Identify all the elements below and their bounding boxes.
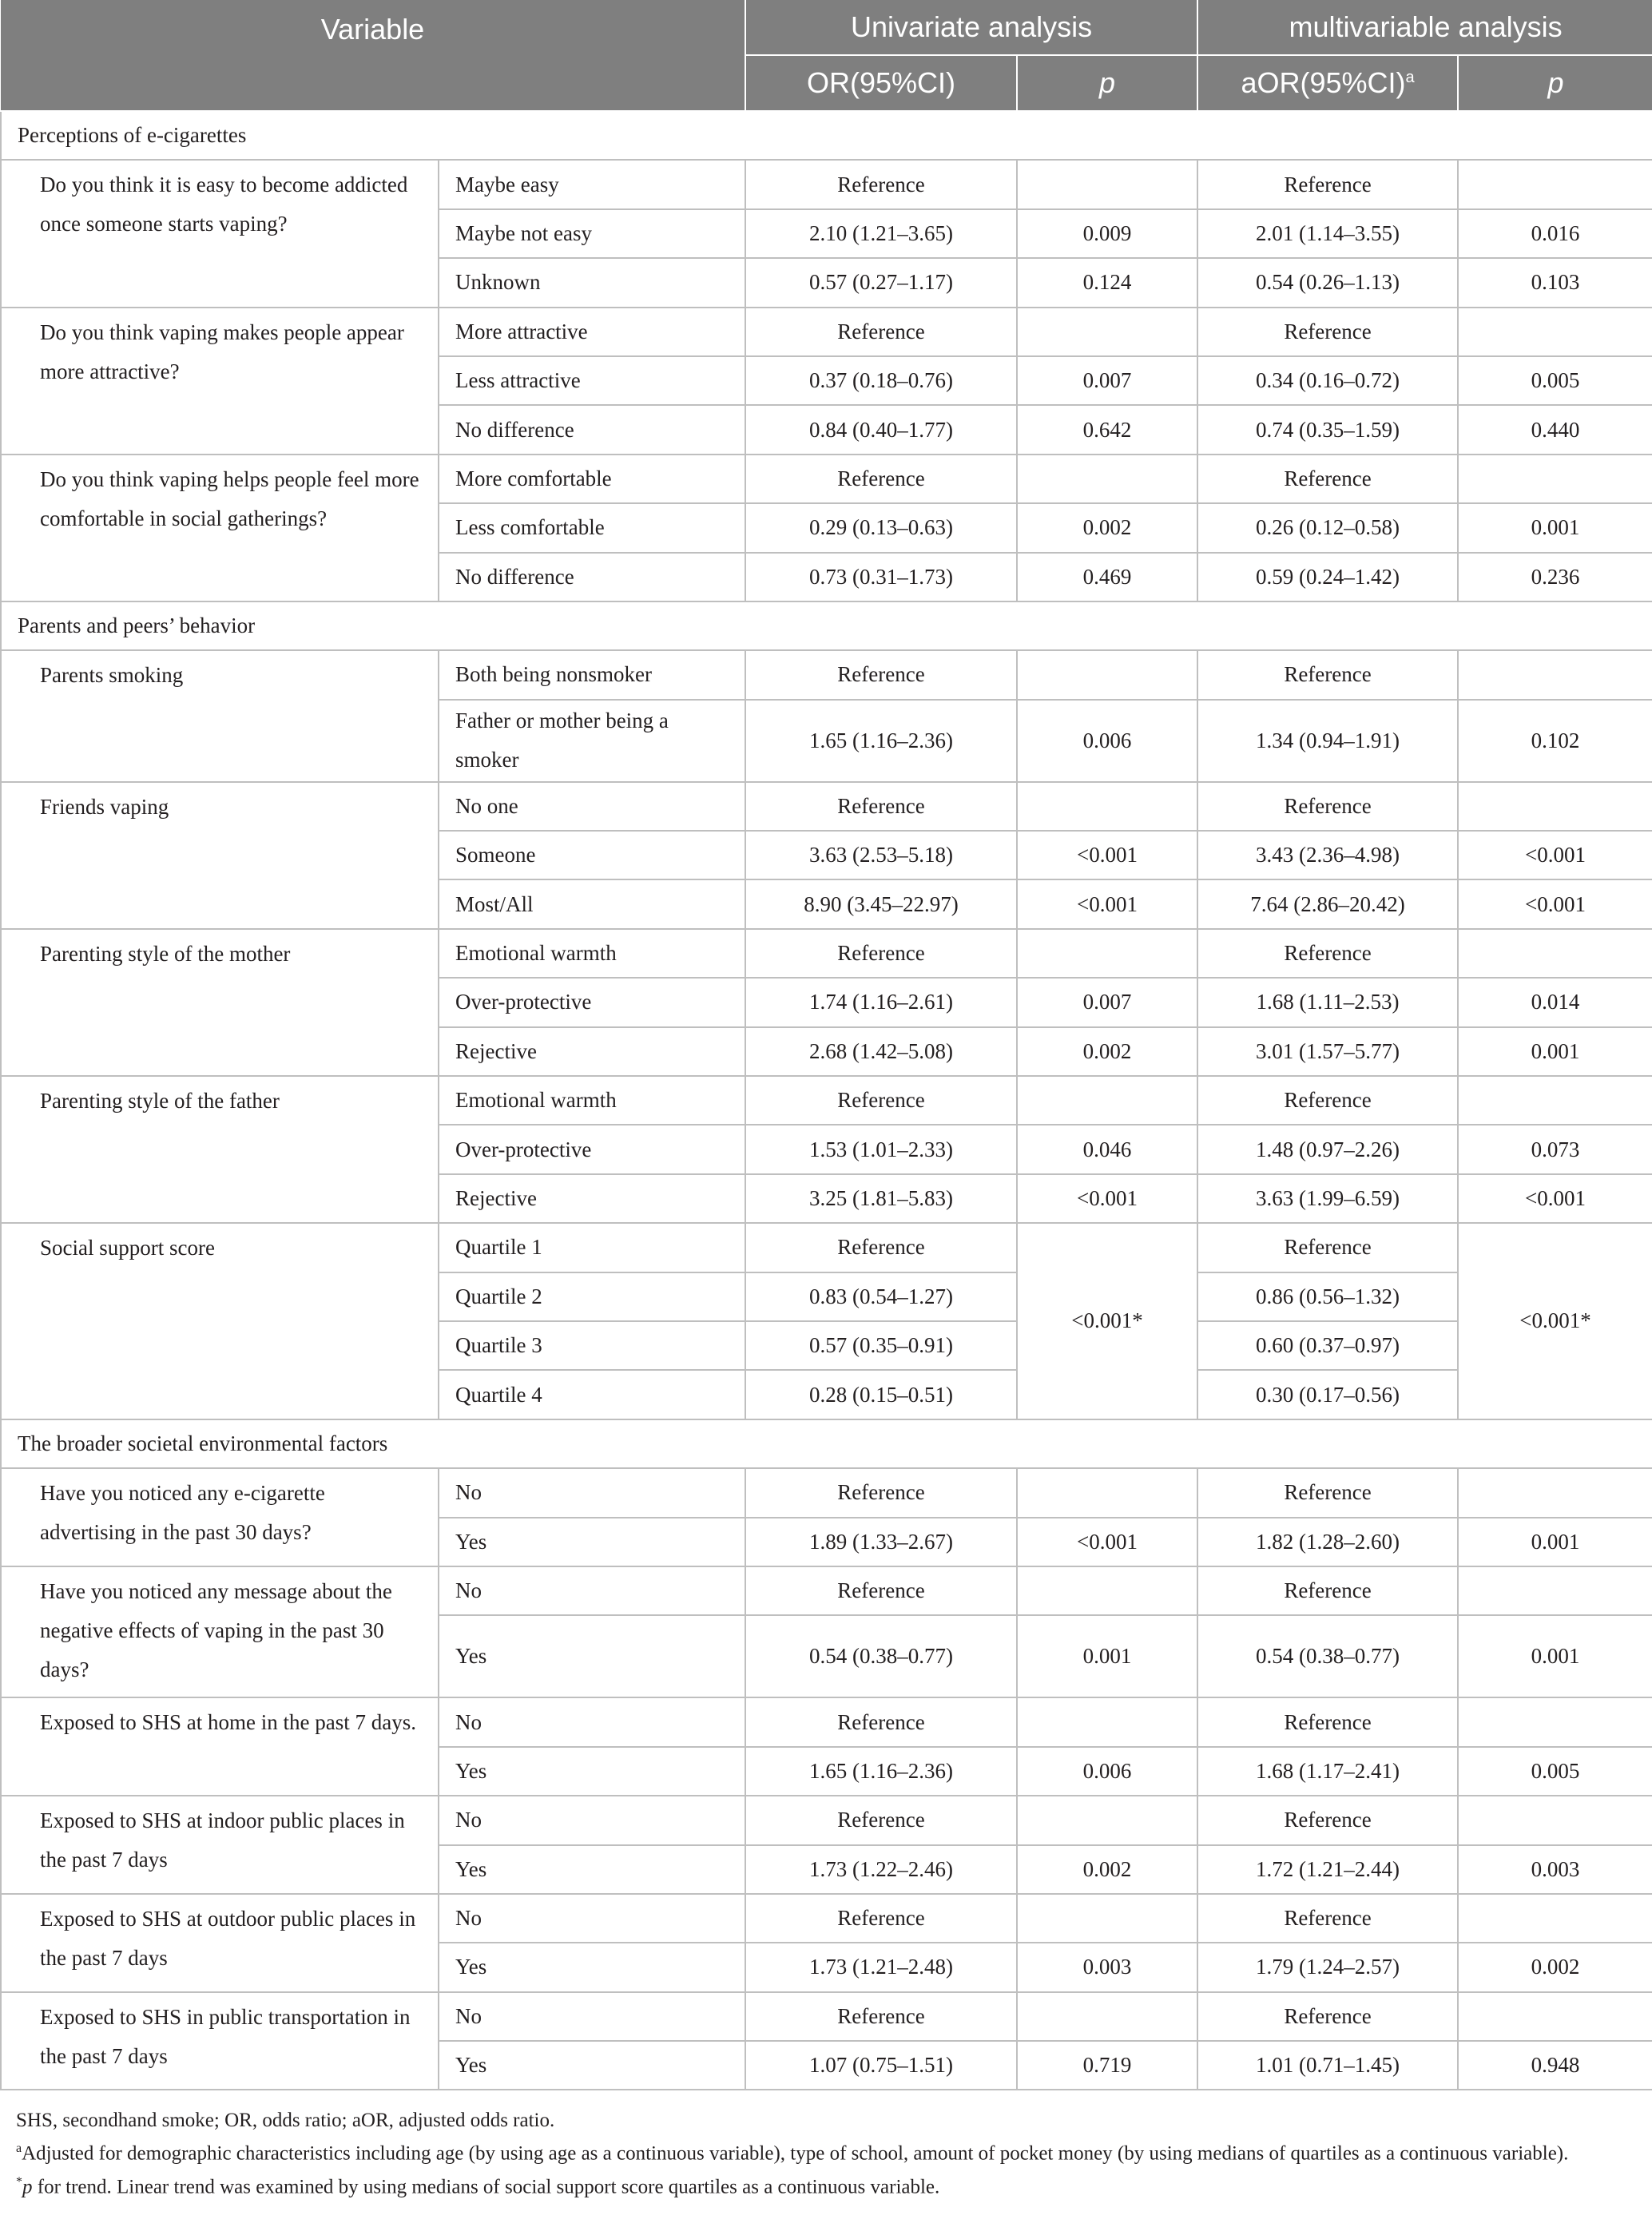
aor-cell: 0.54 (0.38–0.77) (1197, 1615, 1458, 1697)
header-aor-sup: a (1405, 69, 1415, 86)
aor-cell: Reference (1197, 650, 1458, 699)
or-cell: Reference (745, 1468, 1017, 1517)
table-row (1, 1076, 1652, 1125)
or-cell: 0.28 (0.15–0.51) (745, 1370, 1017, 1419)
table-row (1, 1223, 1652, 1272)
table-row (1, 782, 1652, 831)
or-cell: Reference (745, 1894, 1017, 1943)
aor-cell: Reference (1197, 782, 1458, 831)
category-cell: Yes (439, 1518, 745, 1566)
aor-cell: 1.68 (1.17–2.41) (1197, 1747, 1458, 1796)
category-cell: Maybe easy (439, 160, 745, 208)
or-cell: Reference (745, 455, 1017, 503)
or-cell: 2.68 (1.42–5.08) (745, 1027, 1017, 1076)
ap-cell: 0.001 (1458, 1027, 1652, 1076)
ap-cell (1458, 1796, 1652, 1844)
p-cell: 0.002 (1017, 1845, 1197, 1894)
or-cell: Reference (745, 1223, 1017, 1272)
or-cell: 1.73 (1.22–2.46) (745, 1845, 1017, 1894)
or-cell: 1.07 (0.75–1.51) (745, 2041, 1017, 2090)
aor-cell: 2.01 (1.14–3.55) (1197, 209, 1458, 258)
p-cell (1017, 1076, 1197, 1125)
ap-cell: <0.001 (1458, 1174, 1652, 1223)
ap-cell: 0.001 (1458, 1518, 1652, 1566)
or-cell: 0.37 (0.18–0.76) (745, 356, 1017, 405)
table-row (1, 160, 1652, 208)
category-cell: More attractive (439, 308, 745, 356)
p-cell (1017, 929, 1197, 978)
p-cell (1017, 650, 1197, 699)
category-cell: Quartile 4 (439, 1370, 745, 1419)
aor-cell: Reference (1197, 1697, 1458, 1746)
or-cell: 0.57 (0.35–0.91) (745, 1321, 1017, 1370)
aor-cell: 1.68 (1.11–2.53) (1197, 978, 1458, 1026)
or-cell: Reference (745, 308, 1017, 356)
category-cell: Someone (439, 831, 745, 879)
p-cell: 0.003 (1017, 1943, 1197, 1991)
aor-cell: 0.26 (0.12–0.58) (1197, 503, 1458, 552)
ap-cell: 0.001 (1458, 1615, 1652, 1697)
aor-cell: Reference (1197, 1566, 1458, 1615)
category-cell: No (439, 1796, 745, 1844)
section-perceptions: Perceptions of e-cigarettes (1, 111, 1652, 160)
p-cell (1017, 455, 1197, 503)
ap-cell: 0.440 (1458, 405, 1652, 454)
ap-cell (1458, 929, 1652, 978)
category-cell: No (439, 1992, 745, 2041)
category-cell: Yes (439, 1747, 745, 1796)
or-cell: 8.90 (3.45–22.97) (745, 879, 1017, 928)
aor-cell: 3.01 (1.57–5.77) (1197, 1027, 1458, 1076)
category-cell: No (439, 1697, 745, 1746)
p-cell: 0.002 (1017, 503, 1197, 552)
p-cell: 0.719 (1017, 2041, 1197, 2090)
aor-cell: 1.72 (1.21–2.44) (1197, 1845, 1458, 1894)
or-cell: Reference (745, 650, 1017, 699)
header-aor (1197, 55, 1458, 111)
table-row (1, 650, 1652, 699)
ap-cell (1458, 1566, 1652, 1615)
p-cell: <0.001 (1017, 831, 1197, 879)
aor-cell: 0.60 (0.37–0.97) (1197, 1321, 1458, 1370)
ap-cell: 0.948 (1458, 2041, 1652, 2090)
aor-cell: Reference (1197, 929, 1458, 978)
or-cell: 1.65 (1.16–2.36) (745, 1747, 1017, 1796)
ap-cell (1458, 455, 1652, 503)
aor-cell: 0.59 (0.24–1.42) (1197, 553, 1458, 601)
section-societal: The broader societal environmental factors (1, 1419, 1652, 1468)
question-cell: Do you think it is easy to become addicted once someone starts vaping? (1, 160, 439, 307)
category-cell: Quartile 3 (439, 1321, 745, 1370)
ap-cell: 0.005 (1458, 1747, 1652, 1796)
or-cell: Reference (745, 1076, 1017, 1125)
or-cell: 1.73 (1.21–2.48) (745, 1943, 1017, 1991)
table-header (1, 0, 1652, 111)
category-cell: Rejective (439, 1174, 745, 1223)
aor-cell: Reference (1197, 160, 1458, 208)
p-cell: 0.007 (1017, 978, 1197, 1026)
table-footnotes (0, 2090, 1652, 2201)
p-cell (1017, 1992, 1197, 2041)
aor-cell: 1.82 (1.28–2.60) (1197, 1518, 1458, 1566)
aor-cell: Reference (1197, 1796, 1458, 1844)
footnote-star (16, 2168, 1636, 2201)
category-cell: Yes (439, 1615, 745, 1697)
ap-cell (1458, 308, 1652, 356)
category-cell: Less comfortable (439, 503, 745, 552)
aor-cell: Reference (1197, 1468, 1458, 1517)
category-cell: Over-protective (439, 1125, 745, 1173)
aor-cell: Reference (1197, 1894, 1458, 1943)
ap-cell: 0.001 (1458, 503, 1652, 552)
ap-cell: 0.236 (1458, 553, 1652, 601)
ap-cell: 0.016 (1458, 209, 1652, 258)
p-cell: 0.124 (1017, 258, 1197, 307)
p-cell (1017, 1468, 1197, 1517)
ap-cell (1458, 1894, 1652, 1943)
or-cell: Reference (745, 782, 1017, 831)
or-cell: 2.10 (1.21–3.65) (745, 209, 1017, 258)
question-cell: Exposed to SHS in public transportation in the past 7 days (1, 1992, 439, 2090)
category-cell: More comfortable (439, 455, 745, 503)
ap-cell: 0.102 (1458, 700, 1652, 782)
p-cell (1017, 308, 1197, 356)
category-cell: Quartile 1 (439, 1223, 745, 1272)
question-cell: Do you think vaping makes people appear more attractive? (1, 308, 439, 455)
footnote-star-text: for trend. Linear trend was examined by using medians of social support score quartiles as a continuous variable. (32, 2176, 940, 2198)
section-row (1, 111, 1652, 160)
aor-cell: 0.74 (0.35–1.59) (1197, 405, 1458, 454)
table-row (1, 1468, 1652, 1517)
category-cell: Father or mother being a smoker (439, 700, 745, 782)
question-cell: Social support score (1, 1223, 439, 1419)
or-cell: 0.83 (0.54–1.27) (745, 1272, 1017, 1321)
aor-cell: Reference (1197, 1992, 1458, 2041)
or-cell: Reference (745, 160, 1017, 208)
ap-cell (1458, 650, 1652, 699)
category-cell: Yes (439, 1943, 745, 1991)
category-cell: Over-protective (439, 978, 745, 1026)
table-body (1, 111, 1652, 2090)
table-row (1, 1992, 1652, 2041)
section-parents: Parents and peers’ behavior (1, 601, 1652, 650)
aor-cell: 7.64 (2.86–20.42) (1197, 879, 1458, 928)
p-cell: 0.002 (1017, 1027, 1197, 1076)
category-cell: No (439, 1566, 745, 1615)
p-cell (1017, 782, 1197, 831)
footnote-a-text: Adjusted for demographic characteristics including age (by using age as a continuous variable), type of school, amount of pocket money (by using medians of quartiles as a continuous variable). (22, 2142, 1569, 2165)
category-cell: Most/All (439, 879, 745, 928)
p-cell (1017, 1796, 1197, 1844)
or-cell: Reference (745, 1992, 1017, 2041)
question-cell: Friends vaping (1, 782, 439, 929)
question-cell: Have you noticed any e-cigarette advertising in the past 30 days? (1, 1468, 439, 1566)
question-cell: Parents smoking (1, 650, 439, 781)
p-cell: 0.001 (1017, 1615, 1197, 1697)
table-row (1, 308, 1652, 356)
or-cell: Reference (745, 1796, 1017, 1844)
aor-cell: Reference (1197, 455, 1458, 503)
ap-cell (1458, 1076, 1652, 1125)
ap-cell (1458, 160, 1652, 208)
ap-cell: 0.005 (1458, 356, 1652, 405)
aor-cell: 1.34 (0.94–1.91) (1197, 700, 1458, 782)
category-cell: No (439, 1468, 745, 1517)
question-cell: Have you noticed any message about the negative effects of vaping in the past 30 days? (1, 1566, 439, 1697)
question-cell: Exposed to SHS at outdoor public places in the past 7 days (1, 1894, 439, 1992)
or-cell: 3.25 (1.81–5.83) (745, 1174, 1017, 1223)
question-cell: Parenting style of the father (1, 1076, 439, 1223)
p-cell (1017, 160, 1197, 208)
header-aor-text: aOR(95%CI) (1241, 66, 1406, 99)
aor-cell: 1.48 (0.97–2.26) (1197, 1125, 1458, 1173)
or-cell: 3.63 (2.53–5.18) (745, 831, 1017, 879)
ap-trend-cell: <0.001* (1458, 1223, 1652, 1419)
p-cell: 0.006 (1017, 1747, 1197, 1796)
or-cell: 1.74 (1.16–2.61) (745, 978, 1017, 1026)
category-cell: Yes (439, 1845, 745, 1894)
category-cell: Emotional warmth (439, 929, 745, 978)
category-cell: Rejective (439, 1027, 745, 1076)
ap-cell: 0.014 (1458, 978, 1652, 1026)
or-cell: 1.89 (1.33–2.67) (745, 1518, 1017, 1566)
or-cell: 0.84 (0.40–1.77) (745, 405, 1017, 454)
question-cell: Parenting style of the mother (1, 929, 439, 1076)
table-row (1, 455, 1652, 503)
aor-cell: 3.43 (2.36–4.98) (1197, 831, 1458, 879)
ap-cell: <0.001 (1458, 831, 1652, 879)
ap-cell: <0.001 (1458, 879, 1652, 928)
or-cell: Reference (745, 929, 1017, 978)
section-row (1, 601, 1652, 650)
category-cell: No difference (439, 553, 745, 601)
header-univariate: Univariate analysis (745, 0, 1197, 55)
table-row (1, 1697, 1652, 1746)
category-cell: Less attractive (439, 356, 745, 405)
category-cell: No (439, 1894, 745, 1943)
category-cell: Quartile 2 (439, 1272, 745, 1321)
footnote-a-marker: a (16, 2142, 22, 2156)
p-cell: <0.001 (1017, 1518, 1197, 1566)
ap-cell (1458, 1992, 1652, 2041)
ap-cell: 0.003 (1458, 1845, 1652, 1894)
aor-cell: 0.54 (0.26–1.13) (1197, 258, 1458, 307)
or-cell: 1.65 (1.16–2.36) (745, 700, 1017, 782)
category-cell: Maybe not easy (439, 209, 745, 258)
table-row (1, 1894, 1652, 1943)
p-cell: 0.006 (1017, 700, 1197, 782)
or-cell: 0.29 (0.13–0.63) (745, 503, 1017, 552)
p-cell (1017, 1566, 1197, 1615)
aor-cell: 0.86 (0.56–1.32) (1197, 1272, 1458, 1321)
p-cell: 0.642 (1017, 405, 1197, 454)
question-cell: Exposed to SHS at indoor public places in the past 7 days (1, 1796, 439, 1894)
p-cell: 0.007 (1017, 356, 1197, 405)
p-cell: 0.469 (1017, 553, 1197, 601)
or-cell: 1.53 (1.01–2.33) (745, 1125, 1017, 1173)
p-cell (1017, 1894, 1197, 1943)
aor-cell: Reference (1197, 308, 1458, 356)
question-cell: Exposed to SHS at home in the past 7 days. (1, 1697, 439, 1796)
or-cell: Reference (745, 1697, 1017, 1746)
p-cell: 0.046 (1017, 1125, 1197, 1173)
table-row (1, 1796, 1652, 1844)
p-cell: 0.009 (1017, 209, 1197, 258)
category-cell: Yes (439, 2041, 745, 2090)
or-cell: 0.73 (0.31–1.73) (745, 553, 1017, 601)
footnote-abbreviations: SHS, secondhand smoke; OR, odds ratio; aOR, adjusted odds ratio. (16, 2110, 555, 2132)
aor-cell: 3.63 (1.99–6.59) (1197, 1174, 1458, 1223)
ap-cell: 0.002 (1458, 1943, 1652, 1991)
header-or: OR(95%CI) (745, 55, 1017, 111)
ap-cell: 0.103 (1458, 258, 1652, 307)
p-trend-cell: <0.001* (1017, 1223, 1197, 1419)
footnote-a (16, 2134, 1636, 2167)
or-cell: 0.54 (0.38–0.77) (745, 1615, 1017, 1697)
footnote-star-p: p (22, 2176, 33, 2198)
aor-cell: Reference (1197, 1076, 1458, 1125)
p-cell: <0.001 (1017, 879, 1197, 928)
aor-cell: Reference (1197, 1223, 1458, 1272)
ap-cell: 0.073 (1458, 1125, 1652, 1173)
ap-cell (1458, 782, 1652, 831)
aor-cell: 0.30 (0.17–0.56) (1197, 1370, 1458, 1419)
table-row (1, 929, 1652, 978)
question-cell: Do you think vaping helps people feel more comfortable in social gatherings? (1, 455, 439, 601)
footnote-star-marker: * (16, 2174, 22, 2189)
category-cell: Emotional warmth (439, 1076, 745, 1125)
table-row (1, 1566, 1652, 1615)
aor-cell: 1.79 (1.24–2.57) (1197, 1943, 1458, 1991)
header-multivariable: multivariable analysis (1197, 0, 1652, 55)
aor-cell: 0.34 (0.16–0.72) (1197, 356, 1458, 405)
p-cell: <0.001 (1017, 1174, 1197, 1223)
or-cell: Reference (745, 1566, 1017, 1615)
category-cell: No one (439, 782, 745, 831)
aor-cell: 1.01 (0.71–1.45) (1197, 2041, 1458, 2090)
header-p: p (1017, 55, 1197, 111)
header-variable: Variable (1, 0, 745, 111)
or-cell: 0.57 (0.27–1.17) (745, 258, 1017, 307)
header-p2: p (1458, 55, 1652, 111)
ap-cell (1458, 1697, 1652, 1746)
ap-cell (1458, 1468, 1652, 1517)
p-cell (1017, 1697, 1197, 1746)
category-cell: Unknown (439, 258, 745, 307)
category-cell: Both being nonsmoker (439, 650, 745, 699)
section-row (1, 1419, 1652, 1468)
category-cell: No difference (439, 405, 745, 454)
